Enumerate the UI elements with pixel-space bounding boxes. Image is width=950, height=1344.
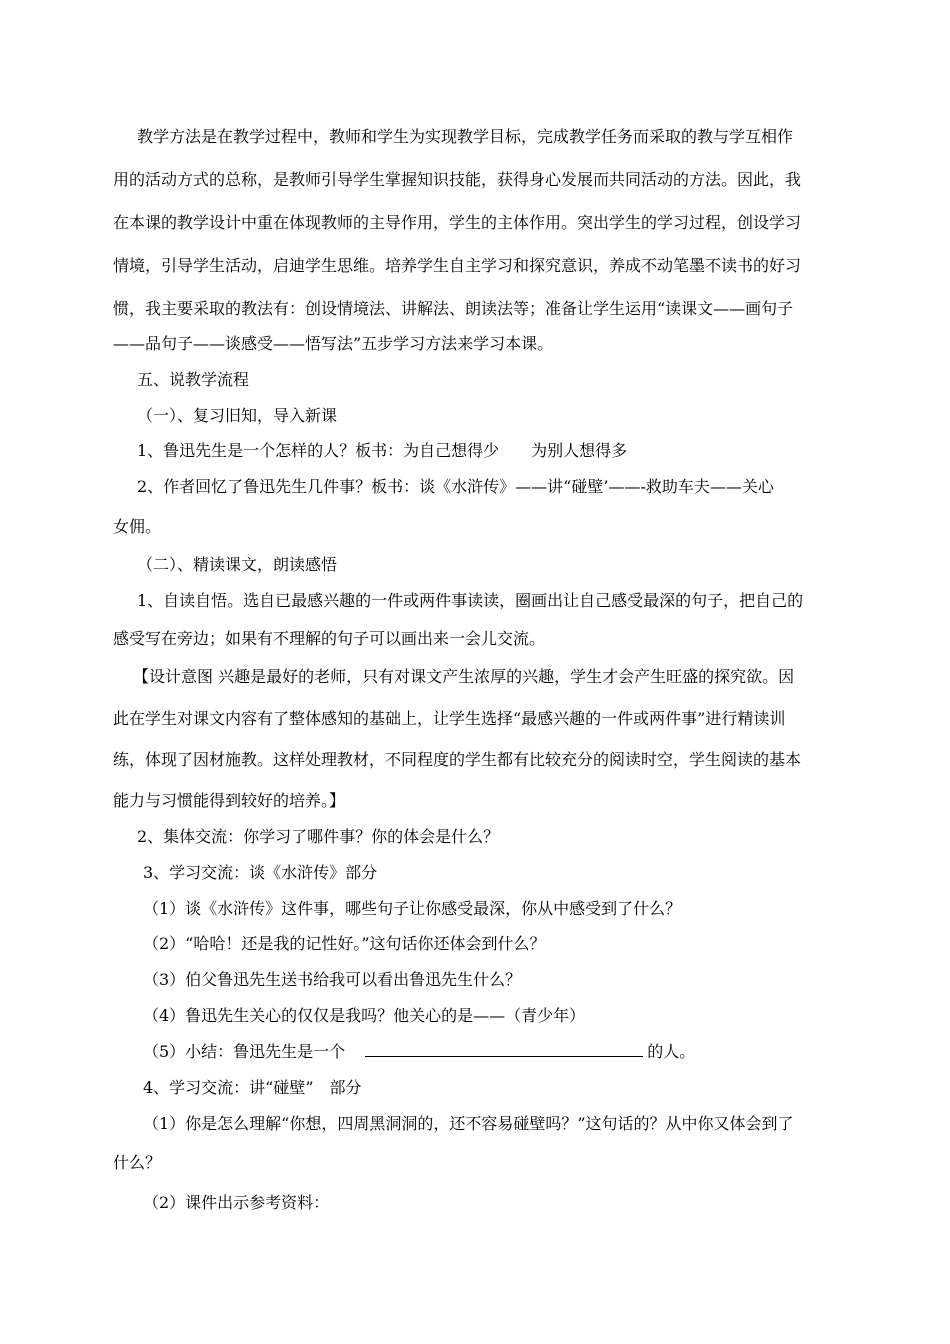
- subsection-close-reading: （二）、精读课文，朗读感悟: [137, 555, 338, 574]
- method-paragraph-line-5: 惯，我主要采取的教法有：创设情境法、讲解法、朗读法等；准备让学生运用“读课文——画句子: [113, 299, 794, 318]
- summary-suffix: 的人。: [647, 1042, 696, 1061]
- method-paragraph-line-2: 用的活动方式的总称，是教师引导学生掌握知识技能，获得身心发展而共同活动的方法。因此，我: [113, 170, 802, 189]
- summary-prefix: （5）小结：鲁迅先生是一个: [143, 1042, 346, 1061]
- design-intent-line-1: 【设计意图 兴趣是最好的老师，只有对课文产生浓厚的兴趣，学生才会产生旺盛的探究欲。因: [133, 667, 795, 686]
- design-intent-line-3: 练，体现了因材施教。这样处理教材，不同程度的学生都有比较充分的阅读时空，学生阅读的基本: [113, 750, 802, 769]
- question-3-1: （1）谈《水浒传》这件事，哪些句子让你感受最深，你从中感受到了什么？: [143, 899, 682, 918]
- question-2-line-2: 女佣。: [113, 517, 162, 536]
- design-intent-line-4: 能力与习惯能得到较好的培养。】: [113, 791, 346, 810]
- question-3-2: （2）“哈哈！还是我的记性好。”这句话你还体会到什么？: [143, 934, 546, 953]
- item-2-group-discussion: 2、集体交流：你学习了哪件事？你的体会是什么？: [137, 827, 500, 846]
- self-read-line-2: 感受写在旁边；如果有不理解的句子可以画出来一会儿交流。: [113, 629, 546, 648]
- question-4-2: （2）课件出示参考资料：: [143, 1193, 330, 1212]
- question-3-5: [143, 1042, 873, 1062]
- method-paragraph-line-6: ——品句子——谈感受——悟写法”五步学习方法来学习本课。: [113, 334, 554, 353]
- self-read-line-1: 1、自读自悟。选自已最感兴趣的一件或两件事读读，圈画出让自己感受最深的句子，把自己的: [137, 591, 804, 610]
- question-3-4: （4）鲁迅先生关心的仅仅是我吗？他关心的是——（青少年）: [143, 1006, 586, 1025]
- question-3-3: （3）伯父鲁迅先生送书给我可以看出鲁迅先生什么？: [143, 970, 522, 989]
- design-intent-line-2: 此在学生对课文内容有了整体感知的基础上，让学生选择“最感兴趣的一件或两件事”进行精读训: [113, 709, 786, 728]
- subsection-review: （一）、复习旧知，导入新课: [137, 406, 338, 425]
- question-1: 1、鲁迅先生是一个怎样的人？板书：为自己想得少 为别人想得多: [137, 441, 628, 460]
- section-heading-teaching-flow: 五、说教学流程: [137, 370, 250, 389]
- question-4-1-line-1: （1）你是怎么理解“你想，四周黑洞洞的，还不容易碰壁吗？”这句话的？从中你又体会到了: [143, 1114, 794, 1133]
- method-paragraph-line-4: 情境，引导学生活动，启迪学生思维。培养学生自主学习和探究意识，养成不动笔墨不读书的好习: [113, 256, 802, 275]
- question-4-1-line-2: 什么？: [113, 1153, 162, 1172]
- fill-in-blank: [365, 1042, 643, 1057]
- item-3-water-margin: 3、学习交流：谈《水浒传》部分: [143, 863, 378, 882]
- question-2-line-1: 2、作者回忆了鲁迅先生几件事？板书：谈《水浒传》——讲“碰壁’——-救助车夫——关心: [137, 477, 774, 496]
- item-4-hitting-wall: 4、学习交流：讲“碰壁” 部分: [143, 1078, 362, 1097]
- method-paragraph-line-1: 教学方法是在教学过程中，教师和学生为实现教学目标，完成教学任务而采取的教与学互相作: [137, 127, 794, 146]
- method-paragraph-line-3: 在本课的教学设计中重在体现教师的主导作用，学生的主体作用。突出学生的学习过程，创设学习: [113, 213, 802, 232]
